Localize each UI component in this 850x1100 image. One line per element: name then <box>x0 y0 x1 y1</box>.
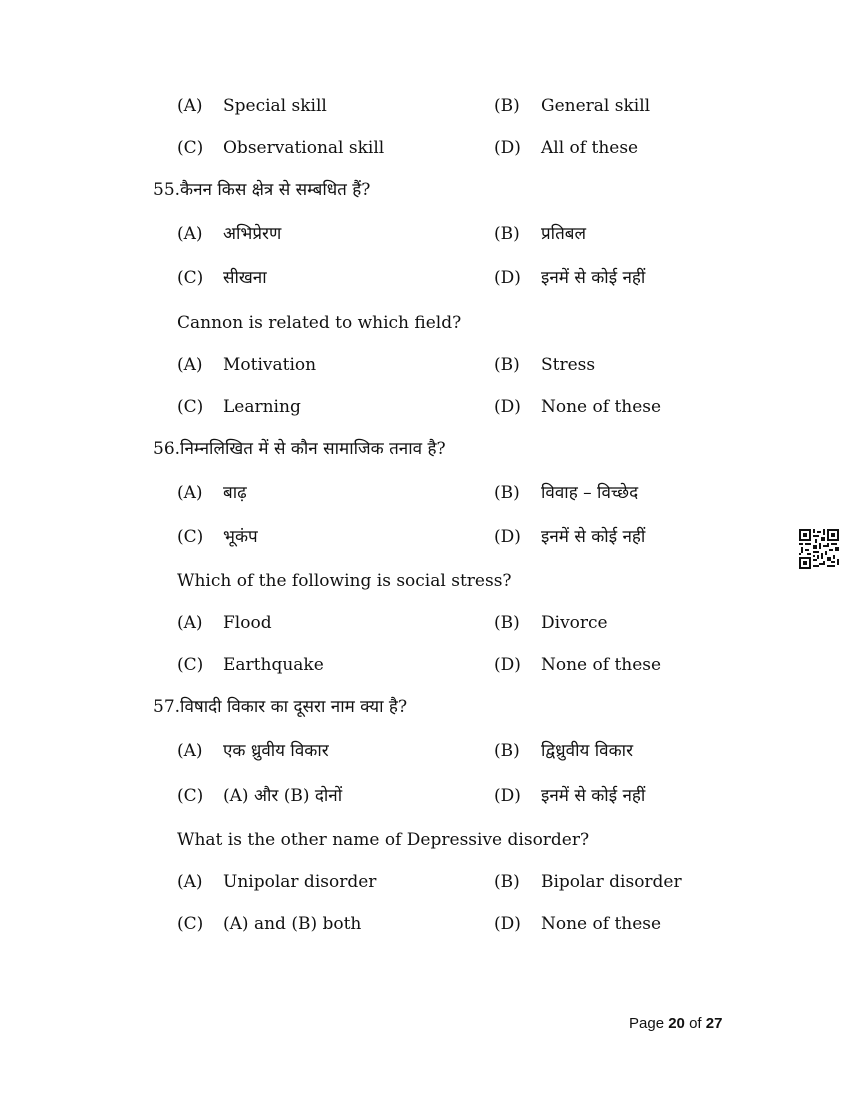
option-label: (A) <box>177 483 203 503</box>
option-text: All of these <box>541 138 639 158</box>
page-number <box>629 1014 722 1034</box>
option-text: None of these <box>541 397 662 417</box>
total-pages: 27 <box>705 1015 723 1032</box>
option-text: Divorce <box>541 613 608 633</box>
option-text: Flood <box>223 613 272 633</box>
option-label: (D) <box>494 527 521 547</box>
option-label: (D) <box>494 397 521 417</box>
question-56-hindi: 56.निम्नलिखित में से कौन सामाजिक तनाव है? <box>153 439 446 459</box>
option-text: द्विध्रुवीय विकार <box>541 741 634 761</box>
option-label: (D) <box>494 138 521 158</box>
option-label: (B) <box>494 355 520 375</box>
option-label: (A) <box>177 96 203 116</box>
question-57-hindi: 57.विषादी विकार का दूसरा नाम क्या है? <box>153 697 408 717</box>
option-text: प्रतिबल <box>541 224 586 244</box>
option-label: (B) <box>494 613 520 633</box>
option-text: Earthquake <box>223 655 324 675</box>
option-text: Learning <box>223 397 301 417</box>
question-56-english: Which of the following is social stress? <box>177 571 512 591</box>
option-label: (B) <box>494 872 520 892</box>
option-label: (D) <box>494 655 521 675</box>
option-label: (D) <box>494 914 521 934</box>
option-label: (C) <box>177 655 204 675</box>
option-text: इनमें से कोई नहीं <box>541 527 646 547</box>
option-text: अभिप्रेरण <box>223 224 282 244</box>
option-label: (A) <box>177 355 203 375</box>
option-text: Bipolar disorder <box>541 872 682 892</box>
option-text: Unipolar disorder <box>223 872 377 892</box>
question-55-hindi: 55.कैनन किस क्षेत्र से सम्बधित हैं? <box>153 180 371 200</box>
page-word: Page <box>629 1015 665 1032</box>
option-label: (C) <box>177 397 204 417</box>
option-text: बाढ़ <box>223 483 247 503</box>
option-label: (B) <box>494 741 520 761</box>
of-word: of <box>689 1015 702 1032</box>
option-text: Special skill <box>223 96 327 116</box>
option-label: (D) <box>494 786 521 806</box>
option-label: (C) <box>177 786 204 806</box>
option-label: (C) <box>177 914 204 934</box>
option-text: Observational skill <box>223 138 385 158</box>
option-label: (C) <box>177 138 204 158</box>
option-text: विवाह – विच्छेद <box>541 483 639 503</box>
option-label: (B) <box>494 483 520 503</box>
option-text: एक ध्रुवीय विकार <box>223 741 329 761</box>
option-label: (A) <box>177 224 203 244</box>
option-label: (C) <box>177 527 204 547</box>
option-text: None of these <box>541 655 662 675</box>
qr-code-icon <box>799 529 839 569</box>
option-text: भूकंप <box>223 527 258 547</box>
option-label: (B) <box>494 224 520 244</box>
option-label: (A) <box>177 872 203 892</box>
option-label: (C) <box>177 268 204 288</box>
option-text: इनमें से कोई नहीं <box>541 786 646 806</box>
option-text: General skill <box>541 96 651 116</box>
option-text: (A) और (B) दोनों <box>223 786 343 806</box>
option-text: सीखना <box>223 268 267 288</box>
current-page: 20 <box>668 1015 685 1032</box>
option-label: (A) <box>177 741 203 761</box>
option-label: (D) <box>494 268 521 288</box>
option-label: (B) <box>494 96 520 116</box>
option-text: None of these <box>541 914 662 934</box>
option-label: (A) <box>177 613 203 633</box>
option-text: (A) and (B) both <box>223 914 362 934</box>
option-text: इनमें से कोई नहीं <box>541 268 646 288</box>
option-text: Stress <box>541 355 596 375</box>
option-text: Motivation <box>223 355 317 375</box>
question-57-english: What is the other name of Depressive disorder? <box>177 830 590 850</box>
question-55-english: Cannon is related to which field? <box>177 313 462 333</box>
